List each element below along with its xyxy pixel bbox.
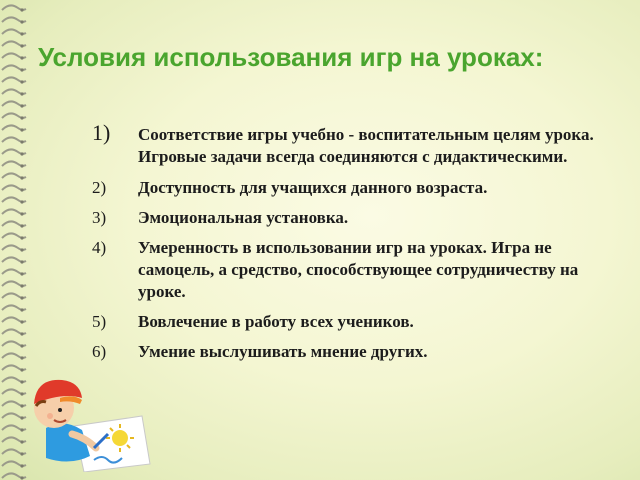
binding-ring — [2, 257, 26, 263]
binding-ring — [2, 269, 26, 275]
list-item-number: 4) — [92, 238, 107, 257]
binding-ring — [2, 449, 26, 455]
binding-ring — [2, 125, 26, 131]
binding-ring — [2, 65, 26, 71]
binding-ring — [2, 209, 26, 215]
binding-ring — [2, 473, 26, 479]
list-item — [92, 120, 602, 168]
binding-ring — [2, 353, 26, 359]
binding-ring — [2, 365, 26, 371]
binding-ring — [2, 161, 26, 167]
child-drawing-illustration-icon — [24, 368, 152, 472]
slide-title: Условия использования игр на уроках: — [38, 42, 544, 72]
list-item-text: Вовлечение в работу всех учеников. — [138, 312, 414, 331]
binding-ring — [2, 437, 26, 443]
binding-ring — [2, 173, 26, 179]
binding-ring — [2, 77, 26, 83]
conditions-list — [92, 120, 602, 371]
list-item-number: 2) — [92, 178, 107, 197]
binding-ring — [2, 185, 26, 191]
binding-ring — [2, 329, 26, 335]
binding-ring — [2, 377, 26, 383]
binding-ring — [2, 425, 26, 431]
binding-ring — [2, 53, 26, 59]
list-item-number: 5) — [92, 312, 107, 331]
list-item-text: Эмоциональная установка. — [138, 208, 349, 227]
list-item-text: Умеренность в использовании игр на уроках. Игра не самоцель, а средство, способствующее сотрудничеству на уроке. — [138, 238, 579, 301]
list-item-text: Доступность для учащихся данного возраста. — [138, 178, 488, 197]
binding-ring — [2, 17, 26, 23]
list-item-number: 1) — [92, 120, 111, 145]
list-item — [92, 177, 602, 199]
list-item — [92, 311, 602, 333]
binding-ring — [2, 233, 26, 239]
binding-ring — [2, 197, 26, 203]
binding-ring — [2, 389, 26, 395]
binding-ring — [2, 245, 26, 251]
list-item-text: Умение выслушивать мнение других. — [138, 342, 428, 361]
binding-ring — [2, 5, 26, 11]
binding-ring — [2, 413, 26, 419]
binding-ring — [2, 41, 26, 47]
list-item — [92, 237, 602, 303]
list-item-number: 6) — [92, 342, 107, 361]
binding-ring — [2, 461, 26, 467]
binding-ring — [2, 29, 26, 35]
binding-ring — [2, 293, 26, 299]
list-item-text: Соответствие игры учебно - воспитательным целям урока. Игровые задачи всегда соединяются с дидактическими. — [138, 125, 594, 166]
binding-ring — [2, 101, 26, 107]
binding-ring — [2, 341, 26, 347]
binding-ring — [2, 137, 26, 143]
binding-ring — [2, 113, 26, 119]
binding-ring — [2, 221, 26, 227]
binding-ring — [2, 149, 26, 155]
binding-ring — [2, 317, 26, 323]
list-item-number: 3) — [92, 208, 107, 227]
binding-ring — [2, 89, 26, 95]
binding-ring — [2, 281, 26, 287]
binding-ring — [2, 401, 26, 407]
list-item — [92, 207, 602, 229]
binding-ring — [2, 305, 26, 311]
list-item — [92, 341, 602, 363]
